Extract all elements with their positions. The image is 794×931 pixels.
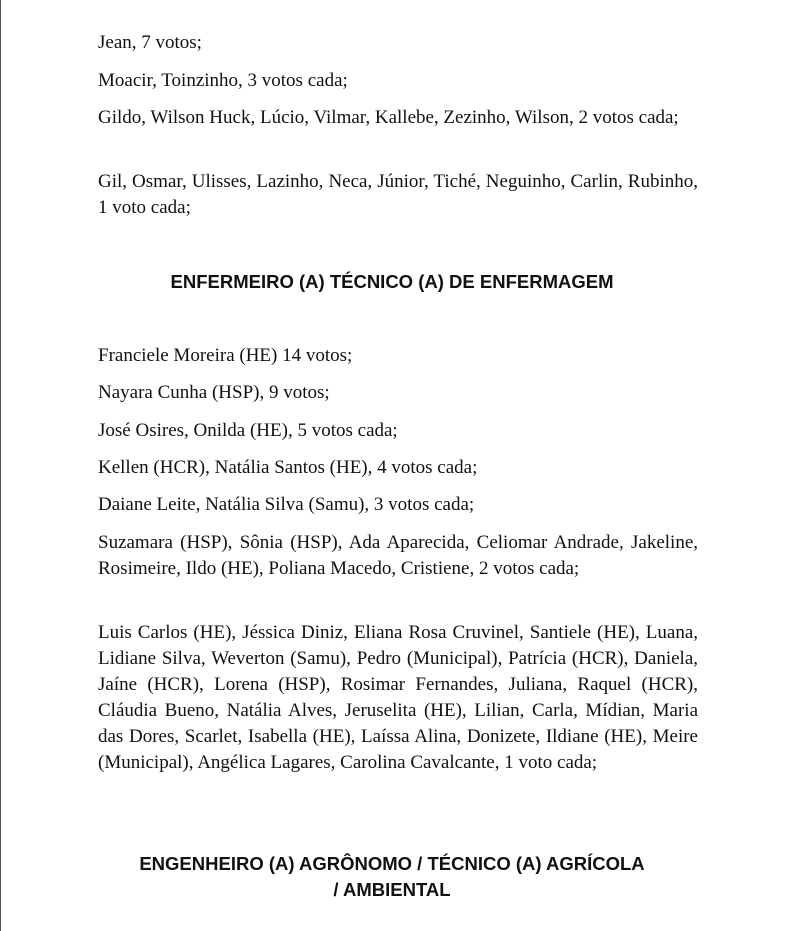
- vote-paragraph: Franciele Moreira (HE) 14 votos;: [98, 345, 353, 366]
- vote-paragraph: Gil, Osmar, Ulisses, Lazinho, Neca, Júnior, Tiché, Neguinho, Carlin, Rubinho, 1 voto cada;: [98, 171, 698, 218]
- vote-paragraph: Gildo, Wilson Huck, Lúcio, Vilmar, Kallebe, Zezinho, Wilson, 2 votos cada;: [98, 107, 679, 128]
- section-heading-engenheiro-line2: / AMBIENTAL: [333, 879, 451, 900]
- vote-paragraph: Kellen (HCR), Natália Santos (HE), 4 votos cada;: [98, 457, 478, 478]
- vote-paragraph: Luis Carlos (HE), Jéssica Diniz, Eliana Rosa Cruvinel, Santiele (HE), Luana, Lidiane Silva, Weverton (Samu), Pedro (Municipal), Patrícia (HCR), Daniela, Jaíne (HCR), Lorena (HSP), Rosimar Fernandes, Juliana, Raquel (HCR), Cláudia Bueno, Natália Alves, Jeruselita (HE), Lilian, Carla, Mídian, Maria das Dores, Scarlet, Isabella (HE), Laíssa Alina, Donizete, Ildiane (HE), Meire (Municipal), Angélica Lagares, Carolina Cavalcante, 1 voto cada;: [98, 622, 698, 773]
- vote-paragraph: Moacir, Toinzinho, 3 votos cada;: [98, 70, 348, 91]
- vote-paragraph: Nayara Cunha (HSP), 9 votos;: [98, 382, 330, 403]
- vote-paragraph: Jean, 7 votos;: [98, 32, 202, 53]
- vote-paragraph: Suzamara (HSP), Sônia (HSP), Ada Aparecida, Celiomar Andrade, Jakeline, Rosimeire, Ildo (HE), Poliana Macedo, Cristiene, 2 votos cada;: [98, 532, 698, 579]
- vote-paragraph: José Osires, Onilda (HE), 5 votos cada;: [98, 420, 398, 441]
- section-heading-enfermeiro: ENFERMEIRO (A) TÉCNICO (A) DE ENFERMAGEM: [170, 271, 614, 292]
- section-heading-engenheiro-line1: ENGENHEIRO (A) AGRÔNOMO / TÉCNICO (A) AGRÍCOLA: [139, 853, 645, 874]
- vote-paragraph: Daiane Leite, Natália Silva (Samu), 3 votos cada;: [98, 494, 475, 515]
- page-edge-line: [0, 0, 1, 931]
